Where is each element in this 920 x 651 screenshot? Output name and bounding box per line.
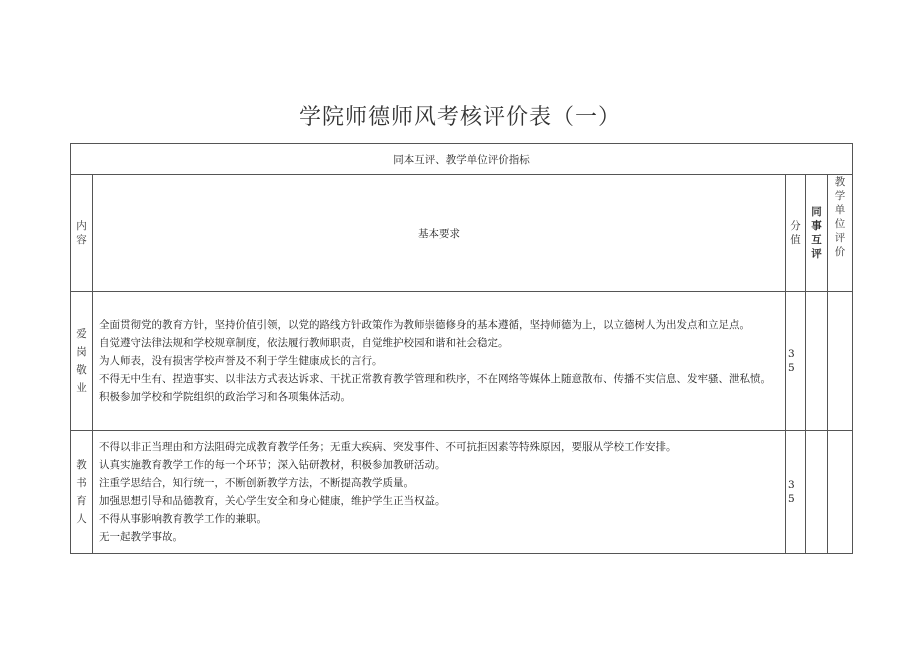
score-cell: 3 5 [786, 431, 806, 554]
peer-review-cell[interactable] [806, 431, 828, 554]
peer-review-cell[interactable] [806, 292, 828, 431]
requirement-item: 不得以非正当理由和方法阻碍完成教育教学任务；无重大疾病、突发事件、不可抗拒因素等特殊原因，要服从学校工作安排。 [99, 441, 677, 453]
category-cell: 教 书 育 人 [71, 431, 93, 554]
requirement-item: 认真实施教育教学工作的每一个环节；深入钻研教材，积极参加教研活动。 [99, 459, 446, 471]
requirement-item: 不得从事影响教育教学工作的兼职。 [99, 513, 267, 525]
requirement-item: 加强思想引导和品德教育，关心学生安全和身心健康，维护学生正当权益。 [99, 495, 446, 507]
unit-review-cell[interactable] [828, 292, 853, 431]
unit-review-cell[interactable] [828, 431, 853, 554]
column-header-unit-review: 教 学 单 位 评 价 [828, 175, 853, 292]
category-cell: 爱 岗 敬 业 [71, 292, 93, 431]
requirement-item: 注重学思结合，知行统一，不断创新教学方法，不断提高教学质量。 [99, 477, 414, 489]
column-header-score: 分 值 [786, 175, 806, 292]
page-title: 学院师德师风考核评价表（一） [298, 105, 621, 130]
requirement-item: 全面贯彻党的教育方针，坚持价值引领，以党的路线方针政策作为教师崇德修身的基本遵循，坚持师德为上，以立德树人为出发点和立足点。 [99, 319, 750, 331]
requirement-item: 自觉遵守法律法规和学校规章制度，依法履行教师职责，自觉维护校园和谐和社会稳定。 [99, 337, 509, 349]
score-cell: 3 5 [786, 292, 806, 431]
requirements-cell [93, 292, 786, 431]
requirements-cell [93, 431, 786, 554]
column-header-requirements: 基本要求 [93, 175, 786, 292]
column-header-peer-review: 同 事 互 评 [806, 175, 828, 292]
requirement-item: 为人师表，没有损害学校声誉及不利于学生健康成长的言行。 [99, 355, 383, 367]
requirement-item: 积极参加学校和学院组织的政治学习和各项集体活动。 [99, 391, 351, 403]
column-header-content: 内 容 [71, 175, 93, 292]
evaluation-table [70, 143, 853, 554]
requirement-item: 不得无中生有、捏造事实、以非法方式表达诉求、干扰正常教育教学管理和秩序，不在网络等媒体上随意散布、传播不实信息、发牢骚、泄私愤。 [99, 373, 771, 385]
table-header-title: 同本互评、教学单位评价指标 [71, 144, 853, 175]
table-row [71, 292, 853, 431]
requirement-item: 无一起教学事故。 [99, 531, 183, 543]
table-row [71, 431, 853, 554]
